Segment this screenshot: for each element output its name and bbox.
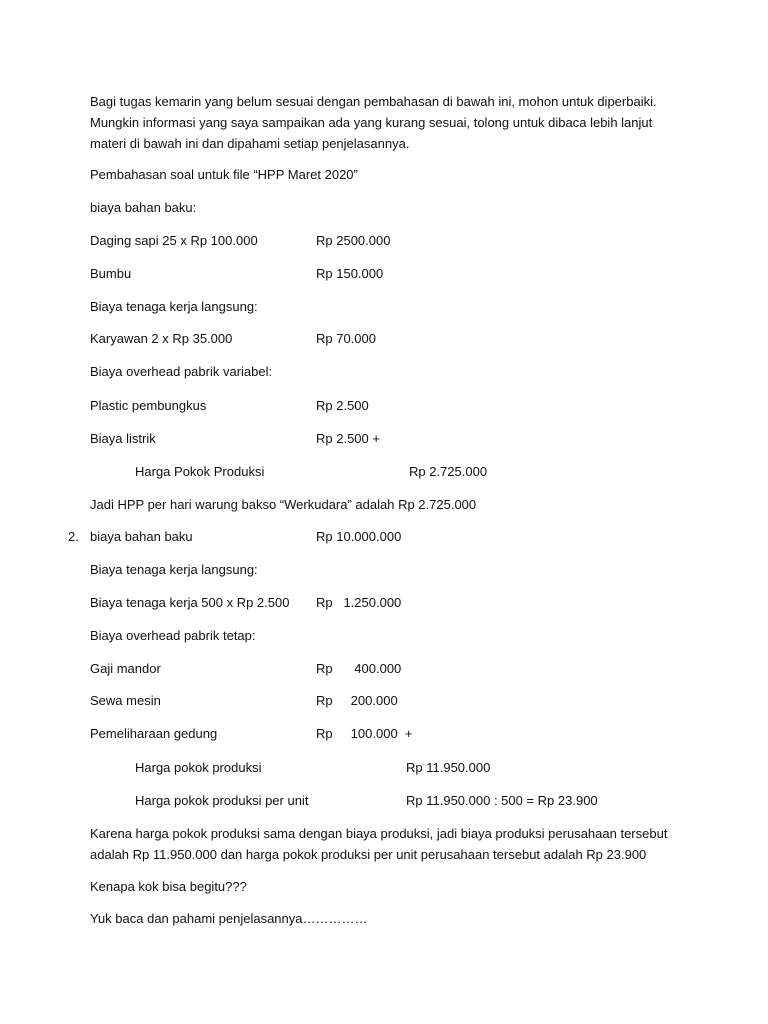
s1-listrik-label: Biaya listrik xyxy=(90,431,156,446)
intro-paragraph: Bagi tugas kemarin yang belum sesuai dengan pembahasan di bawah ini, mohon untuk diperbaiki. Mungkin informasi yang saya sampaikan ada yang kurang sesuai, tolong untuk dibaca lebih lanjut materi di bawah ini dan dipahami setiap penjelasannya. xyxy=(90,94,657,151)
s1-daging-value: Rp 2500.000 xyxy=(316,233,391,248)
s2-hpp-value: Rp 11.950.000 xyxy=(406,760,491,775)
closing-explanation: Karena harga pokok produksi sama dengan biaya produksi, jadi biaya produksi perusahaan tersebut adalah Rp 11.950.000 dan harga pokok produksi per unit perusahaan tersebut adalah Rp 23.900 xyxy=(90,826,668,862)
s2-gedung-value: Rp 100.000 + xyxy=(316,726,413,741)
s1-hpp-label: Harga Pokok Produksi xyxy=(135,464,265,479)
closing-question: Kenapa kok bisa begitu??? xyxy=(90,879,247,894)
s2-tenaga-kerja-item-value: Rp 1.250.000 xyxy=(316,595,402,610)
s2-mesin-label: Sewa mesin xyxy=(90,693,161,708)
s2-bahan-baku-label: biaya bahan baku xyxy=(90,529,193,544)
s2-gedung-label: Pemeliharaan gedung xyxy=(90,726,218,741)
s1-listrik-value: Rp 2.500 + xyxy=(316,431,380,446)
s1-overhead-label: Biaya overhead pabrik variabel: xyxy=(90,364,273,379)
s2-bahan-baku-value: Rp 10.000.000 xyxy=(316,529,402,544)
discussion-heading: Pembahasan soal untuk file “HPP Maret 2020” xyxy=(90,167,358,182)
s2-number: 2. xyxy=(68,529,79,544)
s1-karyawan-label: Karyawan 2 x Rp 35.000 xyxy=(90,331,233,346)
s1-tenaga-kerja-label: Biaya tenaga kerja langsung: xyxy=(90,299,258,314)
s1-karyawan-value: Rp 70.000 xyxy=(316,331,376,346)
s1-plastic-label: Plastic pembungkus xyxy=(90,398,207,413)
s1-daging-label: Daging sapi 25 x Rp 100.000 xyxy=(90,233,258,248)
s1-bumbu-label: Bumbu xyxy=(90,266,132,281)
s2-hpp-unit-label: Harga pokok produksi per unit xyxy=(135,793,309,808)
s1-hpp-value: Rp 2.725.000 xyxy=(409,464,488,479)
s2-mandor-value: Rp 400.000 xyxy=(316,661,402,676)
s1-plastic-value: Rp 2.500 xyxy=(316,398,369,413)
s2-tenaga-kerja-item-label: Biaya tenaga kerja 500 x Rp 2.500 xyxy=(90,595,290,610)
s2-hpp-label: Harga pokok produksi xyxy=(135,760,262,775)
s1-bumbu-value: Rp 150.000 xyxy=(316,266,384,281)
s1-conclusion: Jadi HPP per hari warung bakso “Werkudara” adalah Rp 2.725.000 xyxy=(90,497,477,512)
s1-bahan-baku-label: biaya bahan baku: xyxy=(90,200,197,215)
s2-hpp-unit-value: Rp 11.950.000 : 500 = Rp 23.900 xyxy=(406,793,598,808)
closing-invite: Yuk baca dan pahami penjelasannya…………… xyxy=(90,911,368,926)
s2-tenaga-kerja-label: Biaya tenaga kerja langsung: xyxy=(90,562,258,577)
s2-mandor-label: Gaji mandor xyxy=(90,661,161,676)
s2-overhead-label: Biaya overhead pabrik tetap: xyxy=(90,628,256,643)
s2-mesin-value: Rp 200.000 xyxy=(316,693,398,708)
